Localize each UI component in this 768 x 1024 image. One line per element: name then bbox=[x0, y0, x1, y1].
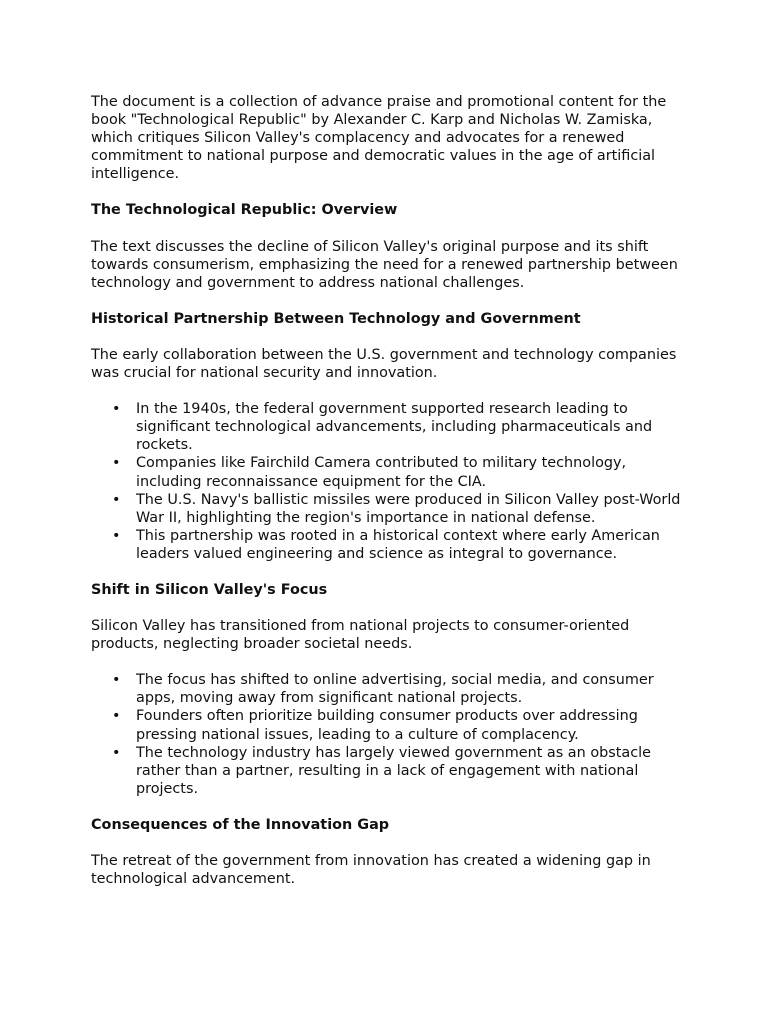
list-item bbox=[112, 527, 691, 563]
document-body bbox=[91, 93, 691, 906]
list-item-text: In the 1940s, the federal government supported research leading to significant technological advancements, including pharmaceuticals and rockets. bbox=[136, 401, 653, 454]
list-item-text: The technology industry has largely viewed government as an obstacle rather than a partner, resulting in a lack of engagement with national projects. bbox=[136, 744, 651, 797]
list-item-text: The focus has shifted to online advertising, social media, and consumer apps, moving away from significant national projects. bbox=[136, 672, 654, 707]
bullet-icon: • bbox=[112, 455, 121, 472]
list-item-text: The U.S. Navy's ballistic missiles were produced in Silicon Valley post-World War II, highlighting the region's importance in national defense. bbox=[136, 491, 681, 526]
bullet-icon: • bbox=[112, 672, 121, 689]
list-item bbox=[112, 671, 691, 707]
list-item bbox=[112, 454, 691, 490]
bullet-icon: • bbox=[112, 708, 121, 725]
intro-paragraph: The document is a collection of advance praise and promotional content for the book "Technological Republic" by Alexander C. Karp and Nicholas W. Zamiska, which critiques Silicon Valley's complacency and advocates for a renewed commitment to national purpose and democratic values in the age of artificial intelligence. bbox=[91, 94, 667, 183]
bullet-icon: • bbox=[112, 527, 121, 544]
section-heading-historical-partnership: Historical Partnership Between Technology and Government bbox=[91, 310, 581, 327]
list-item bbox=[112, 491, 691, 527]
section-heading-shift-in-focus: Shift in Silicon Valley's Focus bbox=[91, 581, 328, 598]
section-heading-innovation-gap: Consequences of the Innovation Gap bbox=[91, 816, 390, 833]
list-item-text: This partnership was rooted in a historical context where early American leaders valued engineering and science as integral to governance. bbox=[136, 527, 660, 562]
section-paragraph-shift-in-focus: Silicon Valley has transitioned from national projects to consumer-oriented products, neglecting broader societal needs. bbox=[91, 618, 630, 653]
list-item bbox=[112, 744, 691, 798]
section-paragraph-innovation-gap: The retreat of the government from innovation has created a widening gap in technological advancement. bbox=[91, 853, 651, 888]
list-item-text: Founders often prioritize building consumer products over addressing pressing national issues, leading to a culture of complacency. bbox=[136, 708, 638, 743]
section-paragraph-historical-partnership: The early collaboration between the U.S. government and technology companies was crucial for national security and innovation. bbox=[91, 346, 677, 382]
bullet-list-shift-in-focus bbox=[91, 671, 691, 798]
list-item bbox=[112, 400, 691, 454]
section-paragraph-overview: The text discusses the decline of Silicon Valley's original purpose and its shift towards consumerism, emphasizing the need for a renewed partnership between technology and government to address national challenges. bbox=[91, 238, 678, 291]
section-heading-overview: The Technological Republic: Overview bbox=[91, 202, 398, 219]
bullet-icon: • bbox=[112, 401, 121, 418]
list-item-text: Companies like Fairchild Camera contributed to military technology, including reconnaissance equipment for the CIA. bbox=[136, 455, 627, 490]
bullet-icon: • bbox=[112, 744, 121, 761]
bullet-icon: • bbox=[112, 491, 121, 508]
bullet-list-historical-partnership bbox=[91, 400, 691, 563]
list-item bbox=[112, 707, 691, 743]
